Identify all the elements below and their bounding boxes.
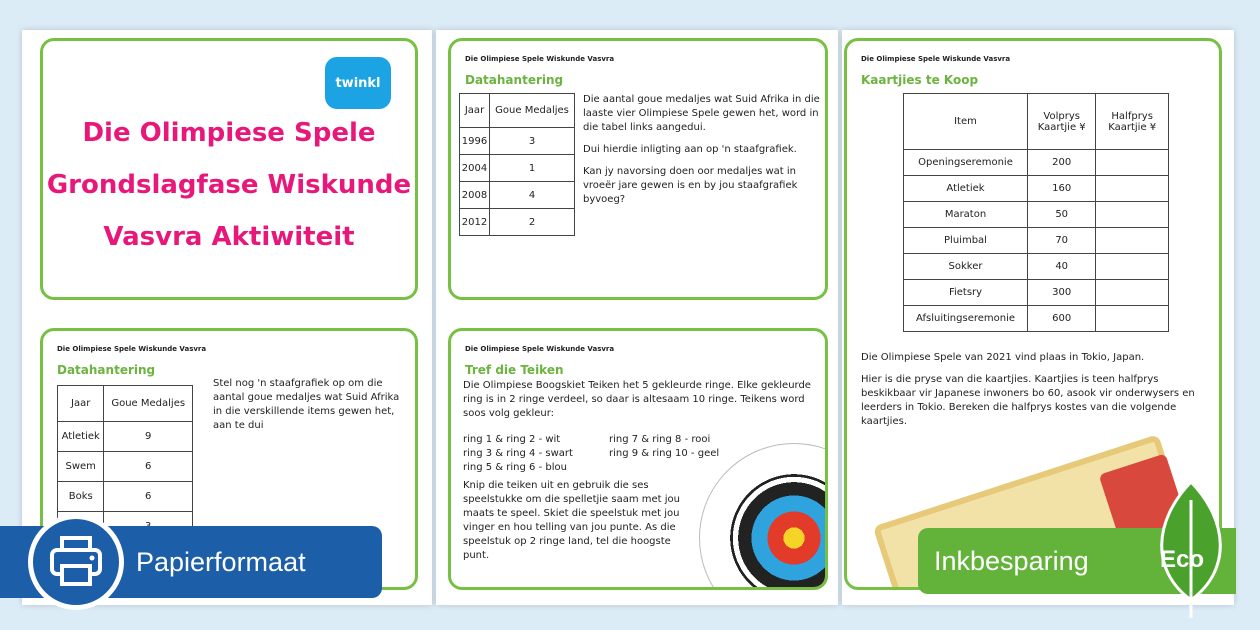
ring-colour-item: ring 1 & ring 2 - wit [463, 434, 561, 445]
full-price-cell: 200 [1028, 150, 1096, 176]
intro-text [463, 379, 817, 423]
half-price-cell [1096, 150, 1169, 176]
column-header-item: Item [904, 94, 1028, 150]
archery-target-image [699, 443, 828, 590]
ring-colour-item: ring 7 & ring 8 - rooi [609, 434, 711, 445]
table-row [904, 228, 1169, 254]
table-row [460, 209, 575, 236]
half-price-cell [1096, 280, 1169, 306]
instructions-text [583, 93, 823, 215]
item-cell: Sokker [904, 254, 1028, 280]
card-subtitle: Tref die Teiken [465, 363, 564, 377]
table-row [904, 202, 1169, 228]
paragraph: Hier is die pryse van die kaartjies. Kaartjies is teen halfprys beskikbaar vir Japanese inwoners bo 60, asook vir onderwysers en leerders in Tokio. Bereken die halfprys kostes van die volgende kaartjies. [861, 374, 1195, 427]
year-cell: 2004 [460, 155, 490, 182]
paragraph: Stel nog 'n staafgrafiek op om die aantal goue medaljes wat Suid Afrika in die verskillende items gewen het, aan te dui [213, 378, 400, 431]
card-header: Die Olimpiese Spele Wiskunde Vasvra [861, 55, 1011, 63]
item-cell: Pluimbal [904, 228, 1028, 254]
cover-card [40, 38, 418, 300]
instructions-text [213, 377, 409, 441]
table-row [904, 254, 1169, 280]
event-cell: Boks [58, 482, 104, 512]
half-price-cell [1096, 202, 1169, 228]
medals-by-year-table [459, 93, 575, 236]
medals-cell: 6 [104, 482, 193, 512]
table-row [904, 150, 1169, 176]
column-header-year: Jaar [58, 386, 104, 422]
column-header-medals: Goue Medaljes [104, 386, 193, 422]
full-price-cell: 70 [1028, 228, 1096, 254]
paragraph: Knip die teiken uit en gebruik die ses speelstukke om die spelletjie saam met jou maats te speel. Skiet die speelstuk met jou vinger en hou telling van jou punte. As die speelstuk op 2 ringe land, tel die hoogste punt. [463, 480, 681, 561]
hit-the-target-card [448, 328, 828, 590]
card-header: Die Olimpiese Spele Wiskunde Vasvra [465, 55, 615, 63]
twinkl-logo: twinkl [325, 57, 391, 109]
game-instructions-text [463, 479, 695, 571]
table-row [58, 452, 193, 482]
table-row [904, 280, 1169, 306]
half-price-cell [1096, 176, 1169, 202]
column-header-medals: Goue Medaljes [490, 94, 575, 128]
table-row [58, 422, 193, 452]
year-cell: 2008 [460, 182, 490, 209]
column-header-year: Jaar [460, 94, 490, 128]
full-price-cell: 50 [1028, 202, 1096, 228]
ticket-instructions-text [861, 351, 1211, 437]
cover-title [43, 107, 415, 263]
table-row [460, 182, 575, 209]
cover-title-line-3: Vasvra Aktiwiteit [103, 222, 355, 252]
year-cell: 1996 [460, 128, 490, 155]
card-header: Die Olimpiese Spele Wiskunde Vasvra [465, 345, 615, 353]
ticket-prices-table [903, 93, 1169, 332]
medals-cell: 4 [490, 182, 575, 209]
printer-icon [28, 514, 124, 610]
full-price-cell: 300 [1028, 280, 1096, 306]
event-cell: Atletiek [58, 422, 104, 452]
paragraph: Die aantal goue medaljes wat Suid Afrika in die laaste vier Olimpiese Spele gewen het, word in die tabel links aangedui. [583, 94, 820, 133]
paper-format-label: Papierformaat [136, 546, 306, 577]
data-handling-card-years [448, 38, 828, 300]
ring-colours-right [609, 433, 759, 461]
full-price-cell: 40 [1028, 254, 1096, 280]
table-row [904, 176, 1169, 202]
paragraph: Kan jy navorsing doen oor medaljes wat in vroeër jare gewen is en by jou staafgrafiek byvoeg? [583, 166, 798, 205]
eco-label: Eco [1160, 546, 1205, 573]
full-price-cell: 160 [1028, 176, 1096, 202]
table-row [58, 482, 193, 512]
ring-colours-left [463, 433, 613, 475]
medals-cell: 3 [490, 128, 575, 155]
medals-cell: 2 [490, 209, 575, 236]
ring-colour-item: ring 3 & ring 4 - swart [463, 448, 573, 459]
event-cell: Swem [58, 452, 104, 482]
cover-title-line-1: Die Olimpiese Spele [82, 118, 376, 148]
column-header-full-price: Volprys Kaartjie ¥ [1028, 94, 1096, 150]
table-row [904, 306, 1169, 332]
half-price-cell [1096, 228, 1169, 254]
card-subtitle: Datahantering [57, 363, 156, 377]
paragraph: Die Olimpiese Boogskiet Teiken het 5 gekleurde ringe. Elke gekleurde ring is in 2 ringe verdeel, so daar is altesaam 10 ringe. Teikens word soos volg gekleur: [463, 380, 811, 419]
ink-saving-label: Inkbesparing [934, 545, 1089, 576]
item-cell: Atletiek [904, 176, 1028, 202]
item-cell: Openingseremonie [904, 150, 1028, 176]
full-price-cell: 600 [1028, 306, 1096, 332]
half-price-cell [1096, 254, 1169, 280]
card-subtitle: Datahantering [465, 73, 564, 87]
paragraph: Dui hierdie inligting aan op 'n staafgrafiek. [583, 144, 797, 155]
medals-cell: 1 [490, 155, 575, 182]
half-price-cell [1096, 306, 1169, 332]
cover-title-line-2: Grondslagfase Wiskunde [46, 170, 412, 200]
ring-colour-item: ring 9 & ring 10 - geel [609, 448, 720, 459]
table-row [460, 155, 575, 182]
card-header: Die Olimpiese Spele Wiskunde Vasvra [57, 345, 207, 353]
medals-cell: 6 [104, 452, 193, 482]
year-cell: 2012 [460, 209, 490, 236]
item-cell: Maraton [904, 202, 1028, 228]
column-header-half-price: Halfprys Kaartjie ¥ [1096, 94, 1169, 150]
table-row [460, 128, 575, 155]
item-cell: Fietsry [904, 280, 1028, 306]
card-subtitle: Kaartjies te Koop [861, 73, 979, 87]
paragraph: Die Olimpiese Spele van 2021 vind plaas in Tokio, Japan. [861, 352, 1145, 363]
ring-colour-item: ring 5 & ring 6 - blou [463, 462, 567, 473]
item-cell: Afsluitingseremonie [904, 306, 1028, 332]
paper-format-badge [0, 526, 382, 598]
medals-cell: 9 [104, 422, 193, 452]
